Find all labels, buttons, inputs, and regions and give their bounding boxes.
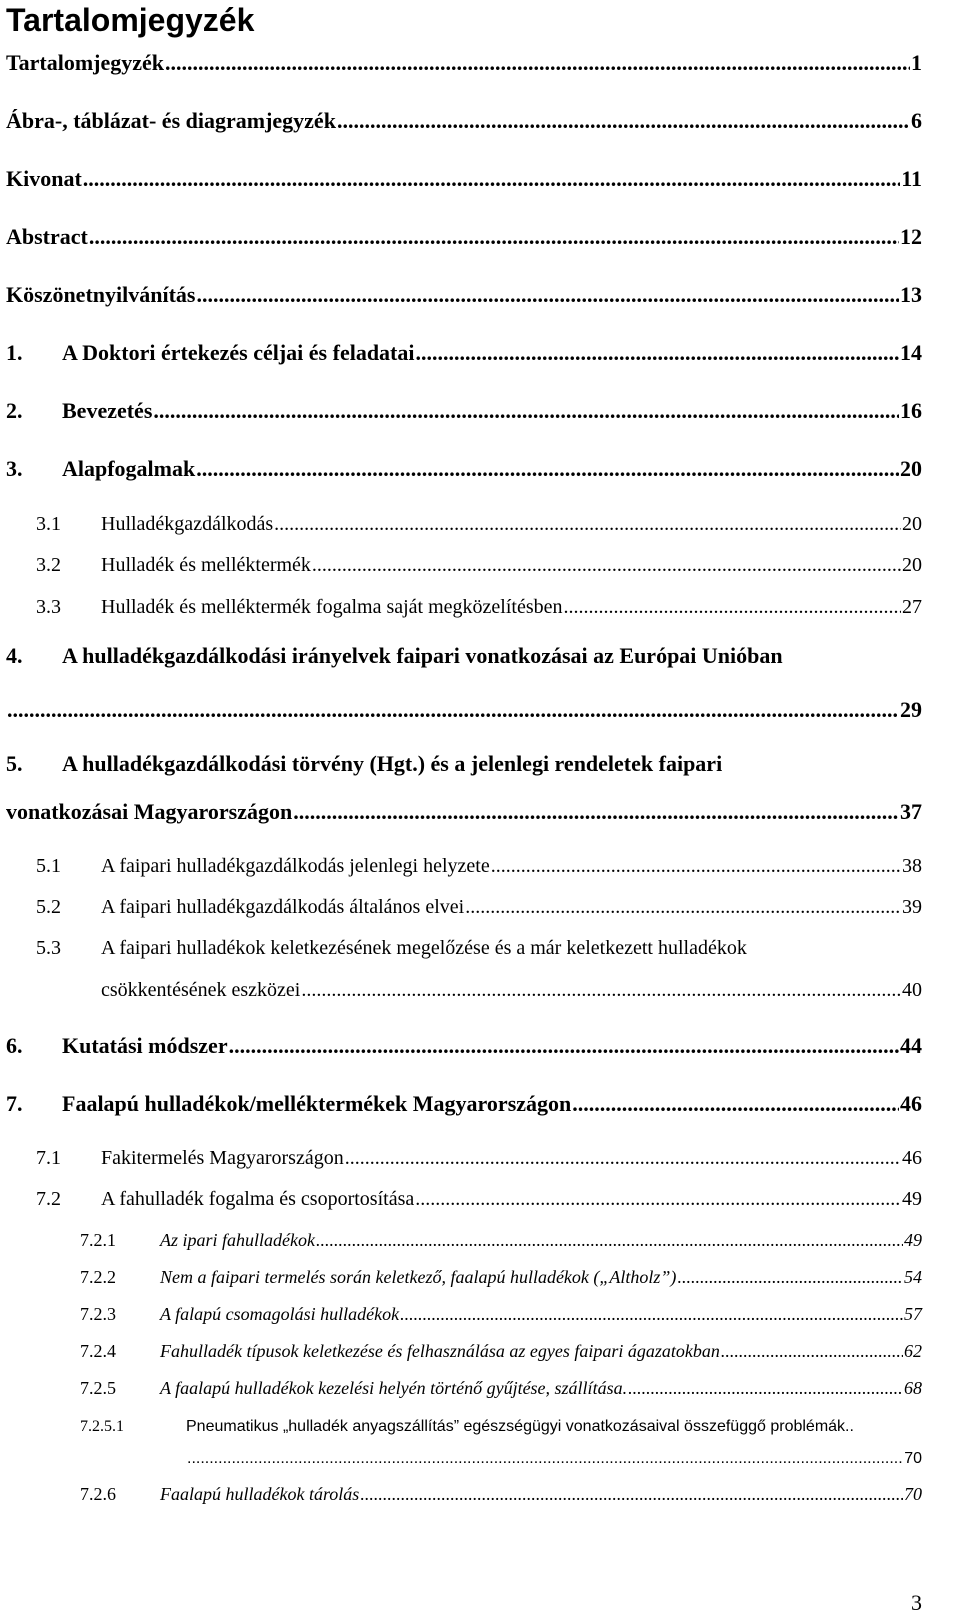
toc-entry-title: Alapfogalmak [62,456,196,481]
toc-entry-page: 14 [900,340,922,365]
toc-entry[interactable] [6,108,922,134]
toc-entry[interactable] [80,1230,922,1251]
toc-entry-number: 2. [6,398,23,423]
toc-entry-page: 1 [911,50,922,75]
toc-entry[interactable] [36,1147,922,1170]
toc-entry[interactable] [6,282,922,308]
toc-entry-title: A faipari hulladékgazdálkodás általános elvei [101,896,465,918]
toc-entry-title: Bevezetés [62,398,153,423]
toc-entry[interactable] [6,50,922,76]
toc-entry-page: 29 [900,697,922,722]
toc-leader-dots [564,596,902,619]
toc-entry-title: A Doktori értekezés céljai és feladatai [62,340,415,365]
toc-entry[interactable] [6,456,922,482]
toc-entry-page: 46 [900,1091,922,1116]
toc-entry-title: A hulladékgazdálkodási irányelvek faipari vonatkozásai az Európai Unióban [62,643,783,668]
page-number: 3 [911,1590,922,1615]
toc-entry-page: 62 [904,1341,922,1361]
toc-leader-dots [153,398,899,424]
toc-entry[interactable] [6,1033,922,1059]
toc-entry-number: 7.2.1 [80,1230,116,1250]
toc-entry-page: 6 [911,108,922,133]
toc-entry[interactable] [80,1341,922,1362]
toc-entry-number: 4. [6,643,23,668]
toc-entry-title: Fahulladék típusok keletkezése és felhasználása az egyes faipari ágazatokban [160,1341,720,1361]
toc-entry-title: Az ipari fahulladékok [160,1230,315,1250]
toc-entry-number: 7.2.6 [80,1484,116,1504]
toc-entry-title: A fahulladék fogalma és csoportosítása [101,1188,415,1210]
toc-entry[interactable] [80,1304,922,1325]
toc-entry-title: A faipari hulladékgazdálkodás jelenlegi helyzete [101,855,490,877]
toc-entry[interactable] [6,398,922,424]
toc-entry-continuation[interactable] [6,697,922,723]
toc-entry-title: Hulladék és melléktermék [101,554,311,576]
toc-entry-title: A faipari hulladékok keletkezésének megelőzése és a már keletkezett hulladékok [101,937,747,959]
toc-entry-page: 70 [904,1450,922,1467]
toc-entry[interactable] [36,554,922,577]
toc-entry-title: Ábra-, táblázat- és diagramjegyzék [6,108,336,133]
toc-entry-page: 20 [902,554,922,576]
toc-entry-page: 16 [900,398,922,423]
toc-entry-page: 20 [900,456,922,481]
toc-leader-dots [301,979,901,1002]
toc-entry-number: 5. [6,751,23,776]
toc-entry-number: 7.2.4 [80,1341,116,1361]
toc-entry-number: 5.2 [36,896,61,918]
toc-entry-title: Köszönetnyilvánítás [6,282,196,307]
toc-entry-number: 7.2 [36,1188,61,1210]
toc-entry-page: 57 [904,1304,922,1324]
toc-entry-title: Kivonat [6,166,82,191]
toc-entry[interactable] [6,340,922,366]
toc-leader-dots [274,513,901,536]
toc-entry-page: 39 [902,896,922,918]
toc-entry-number: 3.3 [36,596,61,618]
toc-entry-page: 49 [904,1230,922,1250]
toc-entry-page: 20 [902,513,922,535]
toc-entry-page: 40 [902,979,922,1001]
toc-entry-number: 3. [6,456,23,481]
toc-entry-title: Nem a faipari termelés során keletkező, faalapú hulladékok („Altholz”) [160,1267,677,1287]
toc-entry-page: 68 [904,1378,922,1398]
toc-entry-title: Abstract [6,224,88,249]
toc-entry-title: Faalapú hulladékok tárolás [160,1484,360,1504]
toc-entry-page: 70 [904,1484,922,1504]
toc-entry[interactable] [80,1484,922,1505]
toc-entry[interactable] [36,513,922,536]
toc-entry-number: 3.2 [36,554,61,576]
toc-leader-dots [721,1341,903,1362]
toc-entry-number: 5.3 [36,937,61,959]
toc-leader-dots [165,50,910,76]
toc-entry-title: Faalapú hulladékok/melléktermékek Magyarországon [62,1091,572,1116]
toc-leader-dots [316,1230,903,1251]
toc-leader-dots [416,340,900,366]
toc-leader-dots [187,1450,903,1468]
toc-leader-dots [360,1484,903,1505]
toc-entry-number: 7.2.5.1 [80,1418,124,1435]
toc-entry-title: A falapú csomagolási hulladékok [160,1304,400,1324]
toc-leader-dots [465,896,901,919]
toc-leader-dots [229,1033,899,1059]
toc-entry-title: Fakitermelés Magyarországon [101,1147,344,1169]
toc-entry-page: 37 [900,799,922,824]
toc-entry-page: 13 [900,282,922,307]
toc-leader-dots [572,1091,899,1117]
toc-entry[interactable] [36,596,922,619]
toc-leader-dots [196,282,899,308]
toc-entry[interactable] [80,1267,922,1288]
toc-leader-dots [7,697,899,723]
toc-leader-dots [628,1378,903,1399]
toc-entry-title: Kutatási módszer [62,1033,228,1058]
toc-entry-number: 7.2.2 [80,1267,116,1287]
toc-entry[interactable] [6,1091,922,1117]
toc-entry-first-line[interactable] [6,751,722,777]
toc-entry-page: 54 [904,1267,922,1287]
toc-entry-page: 49 [902,1188,922,1210]
toc-entry-title: Pneumatikus „hulladék anyagszállítás” egészségügyi vonatkozásaival összefüggő problémák.. [186,1418,854,1435]
toc-entry-title-continued: vonatkozásai Magyarországon [6,799,293,824]
toc-entry-page: 38 [902,855,922,877]
toc-entry-number: 5.1 [36,855,61,877]
toc-entry[interactable] [6,166,922,192]
page-title: Tartalomjegyzék [6,2,255,38]
toc-entry-first-line[interactable] [36,937,747,960]
toc-entry-title: A hulladékgazdálkodási törvény (Hgt.) és a jelenlegi rendeletek faipari [62,751,723,776]
toc-entry-page: 46 [902,1147,922,1169]
toc-leader-dots [293,799,899,825]
toc-leader-dots [491,855,901,878]
toc-leader-dots [83,166,900,192]
toc-entry-continuation[interactable] [101,979,922,1002]
toc-leader-dots [312,554,901,577]
toc-entry[interactable] [36,855,922,878]
toc-leader-dots [89,224,899,250]
toc-entry-number: 7. [6,1091,23,1116]
toc-leader-dots [337,108,910,134]
toc-leader-dots [677,1267,903,1288]
toc-leader-dots [400,1304,903,1325]
toc-entry-first-line[interactable] [80,1418,854,1436]
toc-entry-page: 27 [902,596,922,618]
toc-entry-page: 44 [900,1033,922,1058]
toc-entry-number: 7.2.5 [80,1378,116,1398]
toc-entry-number: 1. [6,340,23,365]
toc-entry-number: 3.1 [36,513,61,535]
toc-entry-title-continued: csökkentésének eszközei [101,979,301,1001]
toc-entry-number: 7.1 [36,1147,61,1169]
toc-entry-title: Hulladékgazdálkodás [101,513,274,535]
toc-leader-dots [415,1188,901,1211]
toc-entry-first-line[interactable] [6,643,783,669]
toc-entry-page: 11 [901,166,922,191]
toc-entry[interactable] [6,224,922,250]
toc-entry-number: 7.2.3 [80,1304,116,1324]
toc-leader-dots [345,1147,901,1170]
toc-entry-number: 6. [6,1033,23,1058]
toc-leader-dots [196,456,899,482]
toc-entry-title: Tartalomjegyzék [6,50,165,75]
toc-entry[interactable] [36,1188,922,1211]
toc-entry[interactable] [80,1378,922,1399]
toc-entry-continuation[interactable] [6,799,922,825]
toc-entry-title: Hulladék és melléktermék fogalma saját megközelítésben [101,596,563,618]
toc-entry-title: A faalapú hulladékok kezelési helyén történő gyűjtése, szállítása. [160,1378,628,1398]
toc-entry-continuation[interactable] [186,1450,922,1468]
toc-entry[interactable] [36,896,922,919]
toc-entry-page: 12 [900,224,922,249]
